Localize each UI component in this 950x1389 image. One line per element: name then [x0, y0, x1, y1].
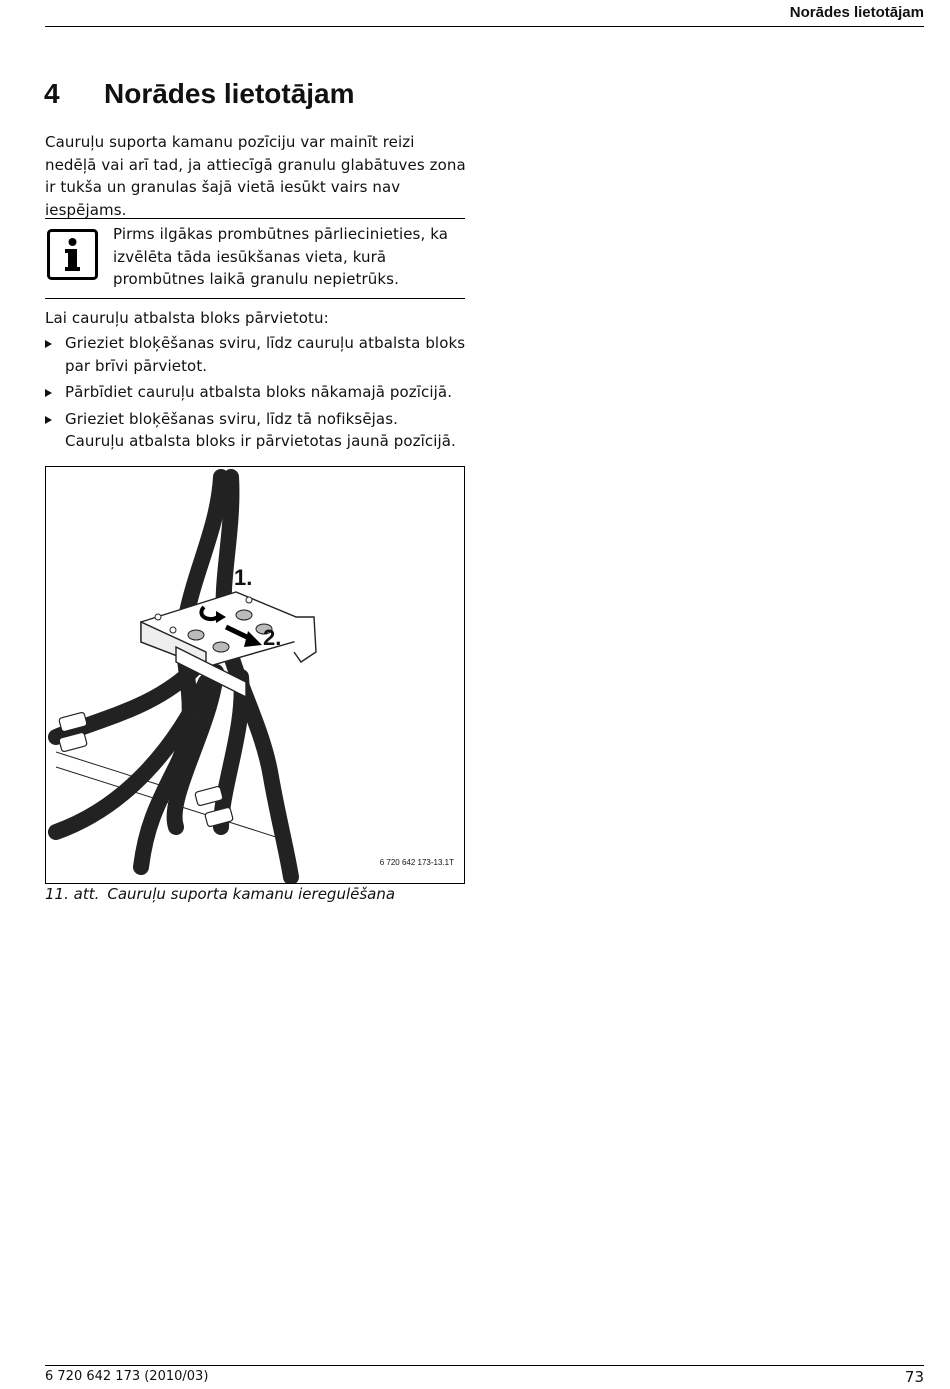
step-item: [45, 332, 470, 377]
page-number: 73: [904, 1368, 924, 1386]
step-text: Grieziet bloķēšanas sviru, līdz cauruļu atbalsta bloks par brīvi pārvietot.: [65, 334, 466, 375]
bullet-triangle-icon: [45, 389, 52, 397]
chapter-heading: [44, 78, 355, 110]
chapter-title: Norādes lietotājam: [104, 78, 355, 109]
bullet-triangle-icon: [45, 340, 52, 348]
bullet-triangle-icon: [45, 416, 52, 424]
figure-caption: [45, 885, 395, 903]
info-icon: [47, 229, 98, 280]
step-text: Grieziet bloķēšanas sviru, līdz tā nofiksējas.: [65, 409, 398, 428]
note-rule-bottom: [45, 298, 465, 299]
figure-hose-bracket: [45, 466, 465, 884]
figure-code: 6 720 642 173-13.1T: [379, 858, 454, 867]
caption-number: 11. att.: [45, 885, 100, 903]
step-item: [45, 408, 470, 453]
hose-bracket-illustration: [46, 467, 465, 884]
running-header: Norādes lietotājam: [789, 4, 924, 21]
document-number: 6 720 642 173 (2010/03): [45, 1369, 209, 1384]
intro-paragraph: Cauruļu suporta kamanu pozīciju var mainīt reizi nedēļā vai arī tad, ja attiecīgā granulu glabātuves zona ir tukša un granulas šajā vietā iesūkt vairs nav iespējams.: [45, 133, 466, 219]
step-item: [45, 381, 470, 404]
step-label-2: 2.: [263, 625, 282, 650]
step-result: Cauruļu atbalsta bloks ir pārvietotas jaunā pozīcijā.: [65, 432, 456, 450]
footer-rule: [45, 1365, 924, 1366]
note-text: Pirms ilgākas prombūtnes pārliecinieties, ka izvēlēta tāda iesūkšanas vieta, kurā prombūtnes laikā granulu nepietrūks.: [113, 225, 449, 288]
header-rule: [45, 26, 924, 27]
chapter-number: 4: [44, 78, 60, 109]
step-text: Pārbīdiet cauruļu atbalsta bloks nākamajā pozīcijā.: [65, 383, 453, 401]
caption-text: Cauruļu suporta kamanu ieregulēšana: [107, 885, 396, 903]
step-label-1: 1.: [234, 565, 253, 590]
instruction-lead: Lai cauruļu atbalsta bloks pārvietotu:: [45, 309, 329, 327]
instruction-steps: [45, 332, 470, 457]
note-rule-top: [45, 218, 465, 219]
